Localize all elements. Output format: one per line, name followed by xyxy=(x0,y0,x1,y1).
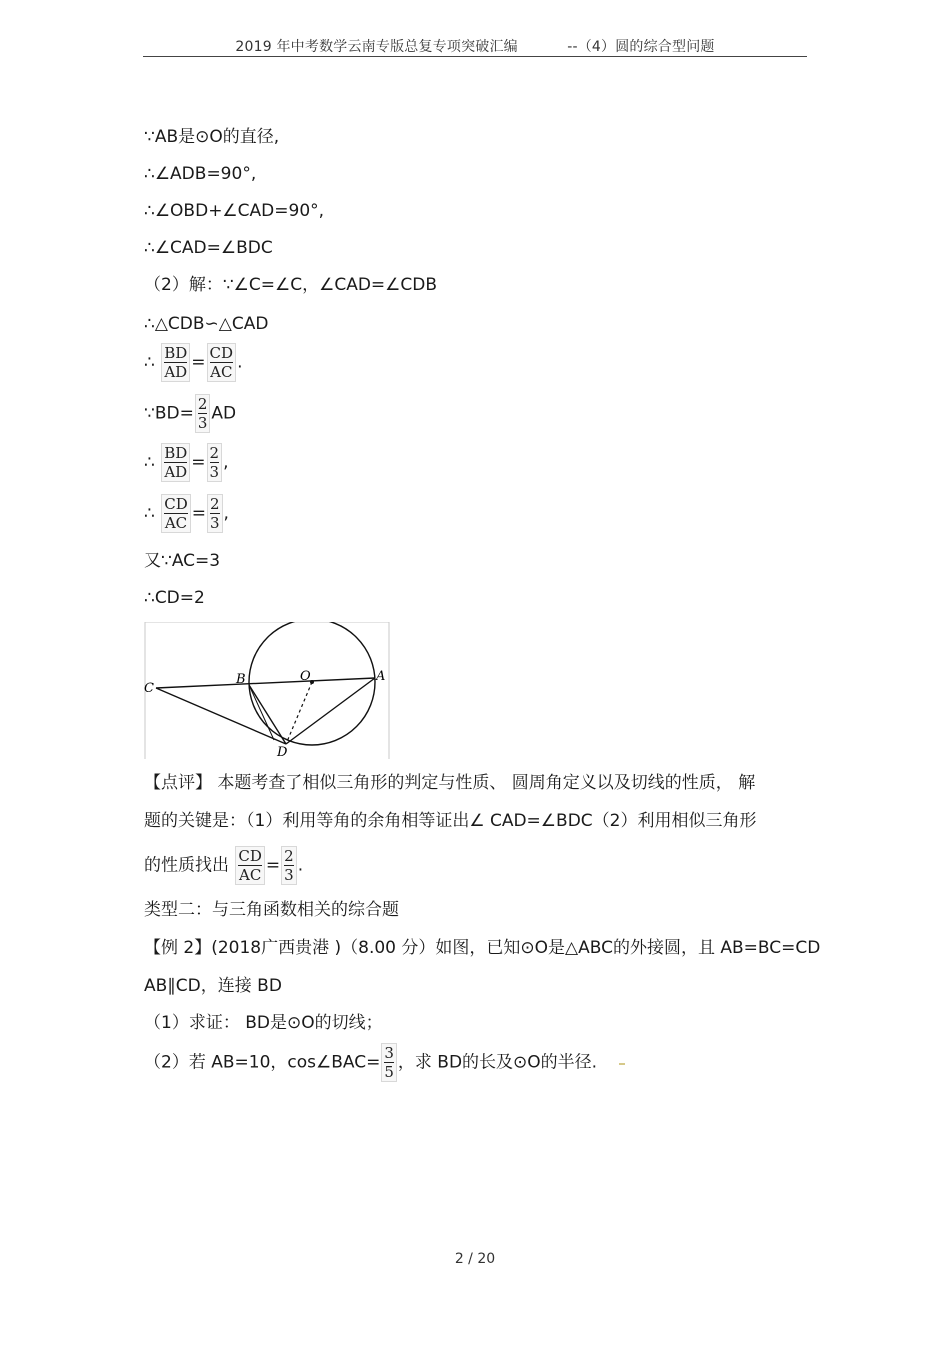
fraction-2-3-c: $\frac{2}{3}$ xyxy=(207,494,223,533)
segment-bd-inner xyxy=(249,685,274,740)
fraction-2-3: $\frac{2}{3}$ xyxy=(195,394,211,433)
page-number: 2 / 20 xyxy=(454,1251,496,1267)
comment-line-1: 【点评】 本题考查了相似三角形的判定与性质、 圆周角定义以及切线的性质， 解 xyxy=(144,773,756,793)
page-header xyxy=(143,36,807,56)
proof-line-9: ∴ $\frac{BD}{AD}$ = $\frac{2}{3}$ , xyxy=(144,444,229,481)
proof-line-8: ∵BD= $\frac{2}{3}$ AD xyxy=(144,395,237,432)
segment-cd xyxy=(156,688,286,744)
proof-line-10: ∴ $\frac{CD}{AC}$ = $\frac{2}{3}$ , xyxy=(144,495,229,532)
header-rule xyxy=(143,56,807,57)
label-d: D xyxy=(277,745,288,759)
proof-line-2: ∴∠ADB=90°, xyxy=(144,164,257,184)
proof-line-1: ∵AB是⊙O的直径, xyxy=(144,127,280,147)
comment-line-2: 题的关键是：（1）利用等角的余角相等证出∠ CAD=∠BDC（2）利用相似三角形 xyxy=(144,811,757,831)
fraction-cd-ac-3: $\frac{CD}{AC}$ xyxy=(235,846,265,885)
header-title: 2019 年中考数学云南专版总复专项突破汇编 xyxy=(235,39,518,55)
scan-artifact xyxy=(619,1063,625,1065)
fraction-cd-ac: $\frac{CD}{AC}$ xyxy=(207,343,237,382)
proof-line-11: 又∵AC=3 xyxy=(144,551,221,571)
question-1: （1）求证： BD是⊙O的切线； xyxy=(144,1013,383,1033)
comment-line-3: 的性质找出 $\frac{CD}{AC}$ = $\frac{2}{3}$ . xyxy=(144,847,304,884)
header-subtitle: --（4）圆的综合型问题 xyxy=(567,39,715,55)
label-a: A xyxy=(376,669,386,684)
segment-bd xyxy=(249,685,286,744)
fraction-2-3-b: $\frac{2}{3}$ xyxy=(207,443,223,482)
proof-line-6: ∴△CDB∽△CAD xyxy=(144,314,269,334)
proof-line-4: ∴∠CAD=∠BDC xyxy=(144,238,273,258)
type2-heading: 类型二：与三角函数相关的综合题 xyxy=(144,900,399,920)
circle-diagram xyxy=(144,622,390,759)
label-c: C xyxy=(144,681,154,696)
proof-line-5: （2）解：∵∠C=∠C，∠CAD=∠CDB xyxy=(144,275,438,295)
fraction-2-3-d: $\frac{2}{3}$ xyxy=(281,846,297,885)
fraction-cd-ac-2: $\frac{CD}{AC}$ xyxy=(161,494,191,533)
question-2: （2）若 AB=10，cos∠BAC= $\frac{3}{5}$ ，求 BD的长及⊙O的半径. xyxy=(144,1044,598,1081)
fraction-bd-ad-2: $\frac{BD}{AD}$ xyxy=(161,443,190,482)
label-o: O xyxy=(300,669,311,684)
proof-line-3: ∴∠OBD+∠CAD=90°, xyxy=(144,201,325,221)
example-line-2: AB∥CD，连接 BD xyxy=(144,976,282,996)
fraction-3-5: $\frac{3}{5}$ xyxy=(381,1043,397,1082)
proof-line-7: ∴ $\frac{BD}{AD}$ = $\frac{CD}{AC}$ . xyxy=(144,344,243,381)
example-line-1: 【例 2】(2018广西贵港 )（8.00 分）如图，已知⊙O是△ABC的外接圆，且 AB=BC=CD xyxy=(144,938,821,958)
segment-ca xyxy=(156,678,375,688)
label-b: B xyxy=(236,672,246,687)
geometry-figure xyxy=(144,622,390,759)
fraction-bd-ad: $\frac{BD}{AD}$ xyxy=(161,343,190,382)
proof-line-12: ∴CD=2 xyxy=(144,588,205,608)
